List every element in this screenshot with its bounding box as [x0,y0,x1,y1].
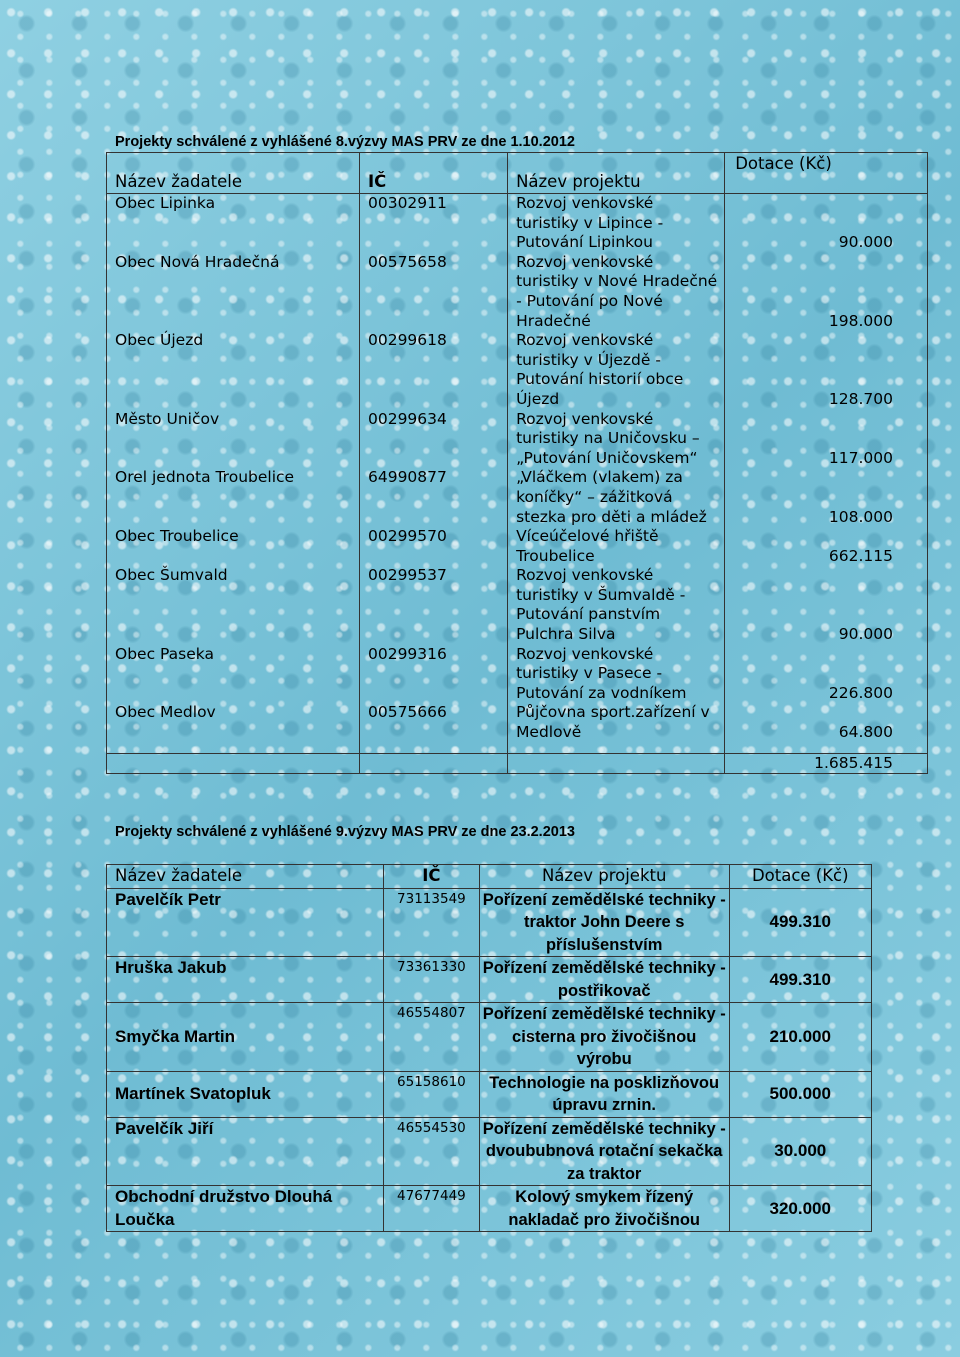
table-row [107,1071,872,1117]
project-cell [508,253,725,331]
text-line: Půjčovna sport.zařízení v [516,703,710,722]
table-row [107,957,872,1003]
applicant-cell: Orel jednota Troubelice [107,468,360,527]
table-row [107,194,928,253]
grant-cell: 662.115 [725,527,928,566]
ic-cell: 64990877 [359,468,507,527]
section2-title: Projekty schválené z vyhlášené 9.výzvy MAS PRV ze dne 23.2.2013 [115,824,575,840]
project-cell [508,468,725,527]
text-line: Putování Lipinkou [516,233,653,252]
text-line: Putování panstvím [516,605,661,624]
text-line: stezka pro děti a mládež [516,507,707,526]
text-line: traktor John Deere s [523,913,685,931]
project-cell [508,410,725,469]
section1-title: Projekty schválené z vyhlášené 8.výzvy MAS PRV ze dne 1.10.2012 [115,134,575,150]
ic-cell: 46554807 [383,1003,479,1072]
table-row [107,410,928,469]
text-line: Putování historií obce [516,370,684,389]
ic-cell: 00299570 [359,527,507,566]
text-line: Hradečné [516,311,591,330]
header-grant: Dotace (Kč) [725,153,928,194]
ic-cell: 00575666 [359,703,507,742]
text-line: koníčky“ – zážitková [516,487,673,506]
text-line: postřikovač [557,981,651,1000]
grant-cell: 90.000 [725,194,928,253]
text-line: Technologie na posklizňovou [489,1073,720,1092]
ic-cell: 00299537 [359,566,507,644]
text-line: Pořízení zemědělské techniky - [482,1005,726,1023]
applicant-cell: Obec Troubelice [107,527,360,566]
table-row [107,703,928,742]
grants-table-9th-call [106,864,872,1232]
grant-cell: 108.000 [725,468,928,527]
table-row [107,253,928,331]
project-cell [508,527,725,566]
text-line: Rozvoj venkovské [516,194,654,212]
header-project: Název projektu [479,865,729,889]
project-cell [479,1071,729,1117]
text-line: turistiky v Nové Hradečné [516,272,718,291]
text-line: turistiky v Pasece - [516,664,663,683]
project-cell [508,566,725,644]
applicant-cell: Obec Šumvald [107,566,360,644]
empty-cell [508,743,725,754]
text-line: Újezd [516,389,560,408]
table-row [107,468,928,527]
grant-cell: 30.000 [729,1117,872,1186]
table-row [107,331,928,409]
text-line: - Putování po Nové [516,291,663,310]
applicant-cell: Obec Paseka [107,645,360,704]
text-line: Obchodní družstvo Dlouhá [115,1187,333,1206]
table-header [107,865,872,889]
text-line: Víceúčelové hřiště [516,527,659,546]
header-grant: Dotace (Kč) [729,865,872,889]
text-line: Rozvoj venkovské [516,252,654,271]
applicant-cell: Město Uničov [107,410,360,469]
grant-cell: 210.000 [729,1003,872,1072]
table-row [107,566,928,644]
empty-cell [359,753,507,774]
text-line: cisterna pro živočišnou [512,1027,697,1046]
text-line: „Putování Uničovskem“ [516,448,698,467]
ic-cell: 47677449 [383,1186,479,1232]
text-line: dvoububnová rotační sekačka [485,1142,723,1160]
text-line: výrobu [576,1050,632,1068]
text-line: nakladač pro živočišnou [508,1210,701,1229]
project-cell [479,888,729,957]
ic-cell: 00299634 [359,410,507,469]
text-line: Martínek Svatopluk [115,1083,271,1103]
empty-cell [725,743,928,754]
text-line: Pořízení zemědělské techniky - [482,890,726,909]
project-cell [479,957,729,1003]
ic-cell: 00299316 [359,645,507,704]
grant-cell: 128.700 [725,331,928,409]
grant-cell: 117.000 [725,410,928,469]
ic-cell: 00299618 [359,331,507,409]
grant-cell: 90.000 [725,566,928,644]
project-cell [508,331,725,409]
applicant-cell: Obec Újezd [107,331,360,409]
text-line: příslušenstvím [545,935,663,954]
spacer-row [107,743,928,754]
header-applicant: Název žadatele [107,865,384,889]
empty-cell [107,743,360,754]
grant-cell: 64.800 [725,703,928,742]
applicant-cell [107,957,384,1003]
text-line: za traktor [567,1164,642,1183]
text-line: turistiky v Újezdě - [516,350,661,369]
text-line: Pavelčík Petr [115,889,221,909]
header-ic: IČ [383,865,479,889]
applicant-cell [107,1117,384,1186]
text-line: Pořízení zemědělské techniky - [482,959,726,977]
ic-cell: 65158610 [383,1071,479,1117]
text-line: úpravu zrnin. [552,1096,656,1114]
table-row [107,888,872,957]
project-cell [508,645,725,704]
text-line: Rozvoj venkovské [516,409,654,428]
text-line: Pulchra Silva [516,625,616,644]
table-row [107,1117,872,1186]
project-cell [508,194,725,253]
project-cell [479,1003,729,1072]
applicant-cell: Obec Medlov [107,703,360,742]
text-line: Putování za vodníkem [516,683,687,702]
table-row [107,1186,872,1232]
text-line: Loučka [115,1209,175,1229]
text-line: Rozvoj venkovské [516,644,654,663]
project-cell [479,1186,729,1232]
ic-cell: 00302911 [359,194,507,253]
ic-cell: 73361330 [383,957,479,1003]
applicant-cell: Obec Nová Hradečná [107,253,360,331]
ic-cell: 46554530 [383,1117,479,1186]
table-row [107,645,928,704]
text-line: Medlově [516,723,582,742]
text-line: Kolový smykem řízený [515,1188,694,1206]
applicant-cell [107,1003,384,1072]
header-ic: IČ [359,153,507,194]
text-line: Hruška Jakub [115,958,227,977]
text-line: Smyčka Martin [115,1026,235,1046]
empty-cell [508,753,725,774]
empty-cell [107,753,360,774]
grant-cell: 226.800 [725,645,928,704]
text-line: turistiky v Šumvaldě - [516,585,686,604]
applicant-cell [107,1186,384,1232]
text-line: Rozvoj venkovské [516,566,654,585]
table-header [107,153,928,194]
grant-cell: 499.310 [729,888,872,957]
applicant-cell [107,1071,384,1117]
table-row [107,1003,872,1072]
text-line: Rozvoj venkovské [516,331,654,350]
applicant-cell [107,888,384,957]
project-cell [508,703,725,742]
total-grant-cell: 1.685.415 [725,753,928,774]
empty-cell [359,743,507,754]
text-line: Pavelčík Jiří [115,1118,214,1138]
header-applicant: Název žadatele [107,153,360,194]
text-line: „Vláčkem (vlakem) za [516,468,683,487]
total-row [107,753,928,774]
ic-cell: 00575658 [359,253,507,331]
grant-cell: 499.310 [729,957,872,1003]
grant-cell: 198.000 [725,253,928,331]
ic-cell: 73113549 [383,888,479,957]
grants-table-8th-call [106,152,928,774]
grant-cell: 320.000 [729,1186,872,1232]
grant-cell: 500.000 [729,1071,872,1117]
applicant-cell: Obec Lipinka [107,194,360,253]
text-line: Troubelice [516,546,595,565]
text-line: turistiky v Lipince - [516,213,664,232]
header-project: Název projektu [508,153,725,194]
project-cell [479,1117,729,1186]
table-row [107,527,928,566]
text-line: Pořízení zemědělské techniky - [482,1119,726,1138]
text-line: turistiky na Uničovsku – [516,429,700,448]
